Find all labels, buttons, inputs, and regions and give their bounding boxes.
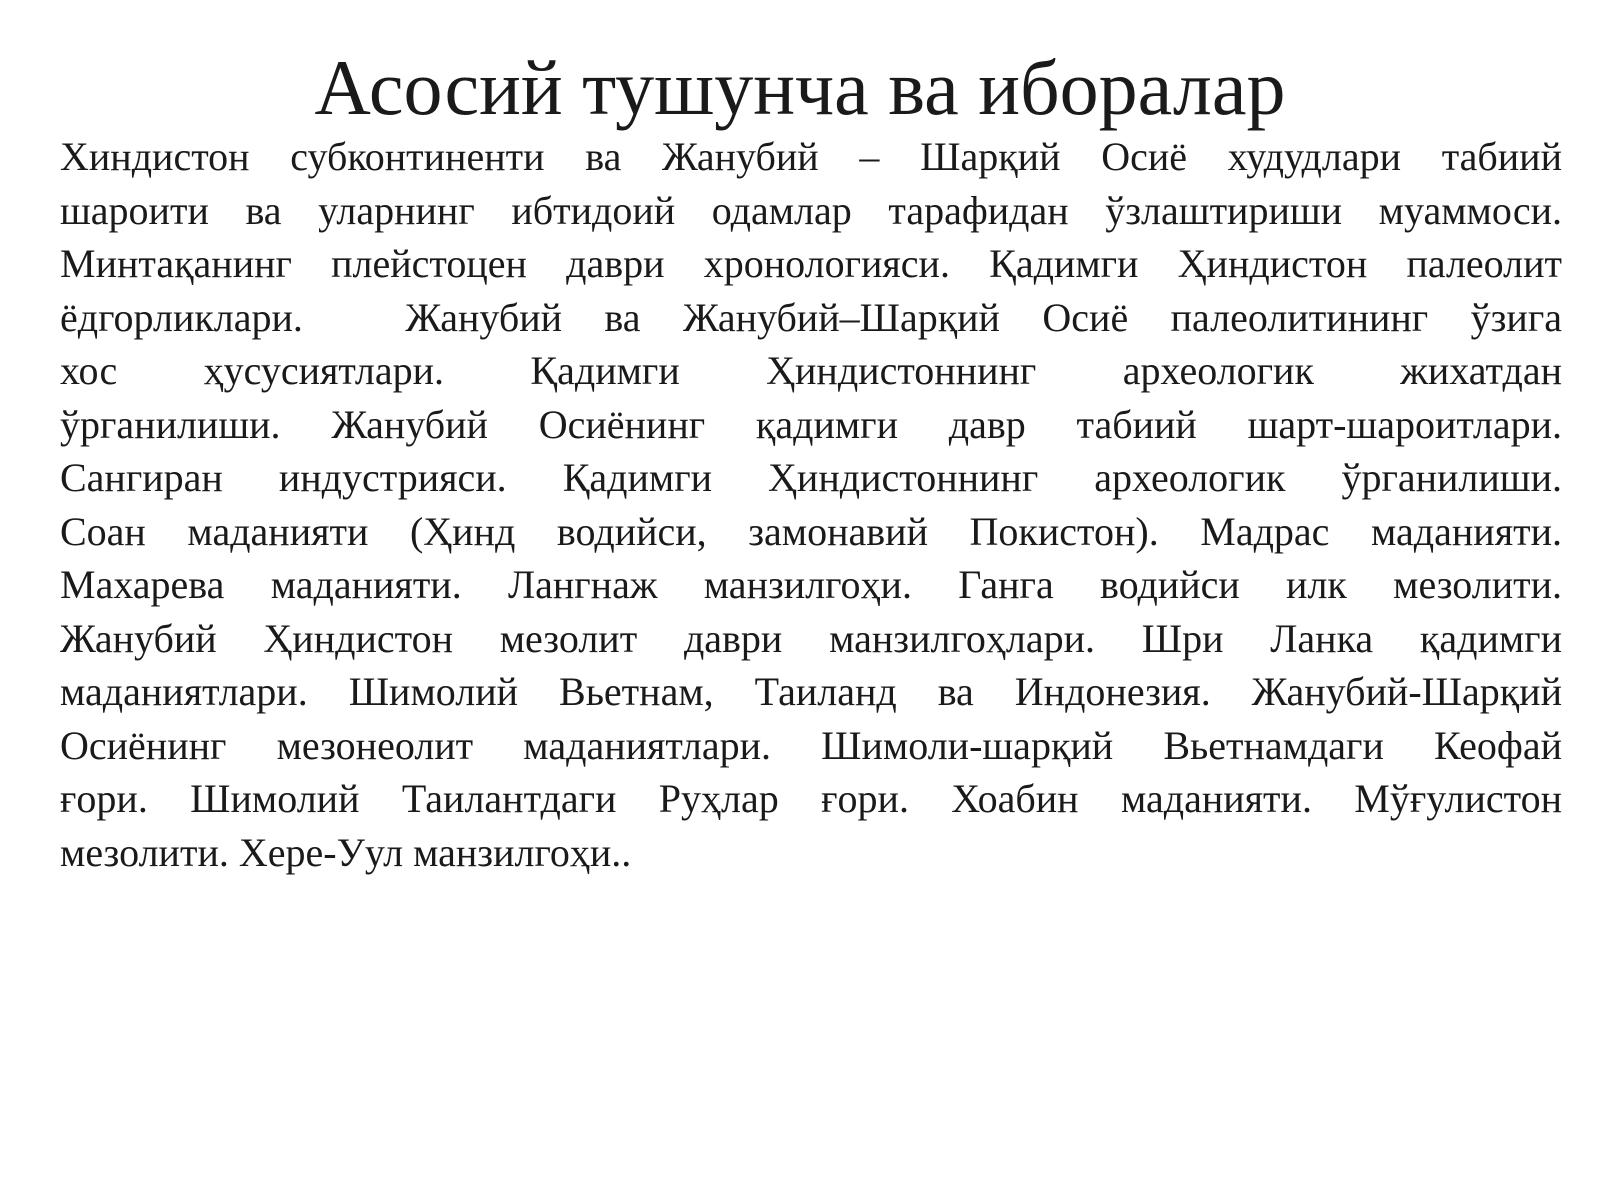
body-line: ўрганилиши. Жанубий Осиёнинг қадимги давр табиий шарт-шароитлари. xyxy=(60,401,1562,447)
body-line: мезолити. Хере-Уул манзилгоҳи.. xyxy=(60,829,632,875)
slide-title: Асосий тушунча ва иборалар xyxy=(314,44,1286,131)
slide-body-text xyxy=(60,130,1562,879)
body-line: Хиндистон субконтиненти ва Жанубий – Шарқий Осиё худудлари табиий xyxy=(60,134,1562,179)
body-line: Сангиран индустрияси. Қадимги Ҳиндистоннинг археологик ўрганилиши. xyxy=(60,455,1562,500)
body-line: шароити ва уларнинг ибтидоий одамлар тарафидан ўзлаштириши муаммоси. xyxy=(60,187,1562,233)
body-line: Соан маданияти (Ҳинд водийси, замонавий Покистон). Мадрас маданияти. xyxy=(60,508,1562,554)
body-line-split xyxy=(60,291,1562,345)
body-line-part: ёдгорликлари. xyxy=(60,294,303,340)
body-line: Осиёнинг мезонеолит маданиятлари. Шимоли-шарқий Вьетнамдаги Кеофай xyxy=(60,722,1562,768)
body-line-part: Жанубий ва Жанубий–Шарқий Осиё палеолитининг ўзига xyxy=(405,294,1562,340)
body-line: хос ҳусусиятлари. Қадимги Ҳиндистоннинг археологик жихатдан xyxy=(60,348,1562,393)
body-line: ғори. Шимолий Таилантдаги Руҳлар ғори. Хоабин маданияти. Мўғулистон xyxy=(60,776,1562,821)
body-line: маданиятлари. Шимолий Вьетнам, Таиланд ва Индонезия. Жанубий-Шарқий xyxy=(60,669,1562,714)
body-line: Минтақанинг плейстоцен даври хронологияси. Қадимги Ҳиндистон палеолит xyxy=(60,241,1562,286)
body-line: Жанубий Ҳиндистон мезолит даври манзилгоҳлари. Шри Ланка қадимги xyxy=(60,615,1562,661)
body-line: Махарева маданияти. Лангнаж манзилгоҳи. Ганга водийси илк мезолити. xyxy=(60,562,1562,607)
